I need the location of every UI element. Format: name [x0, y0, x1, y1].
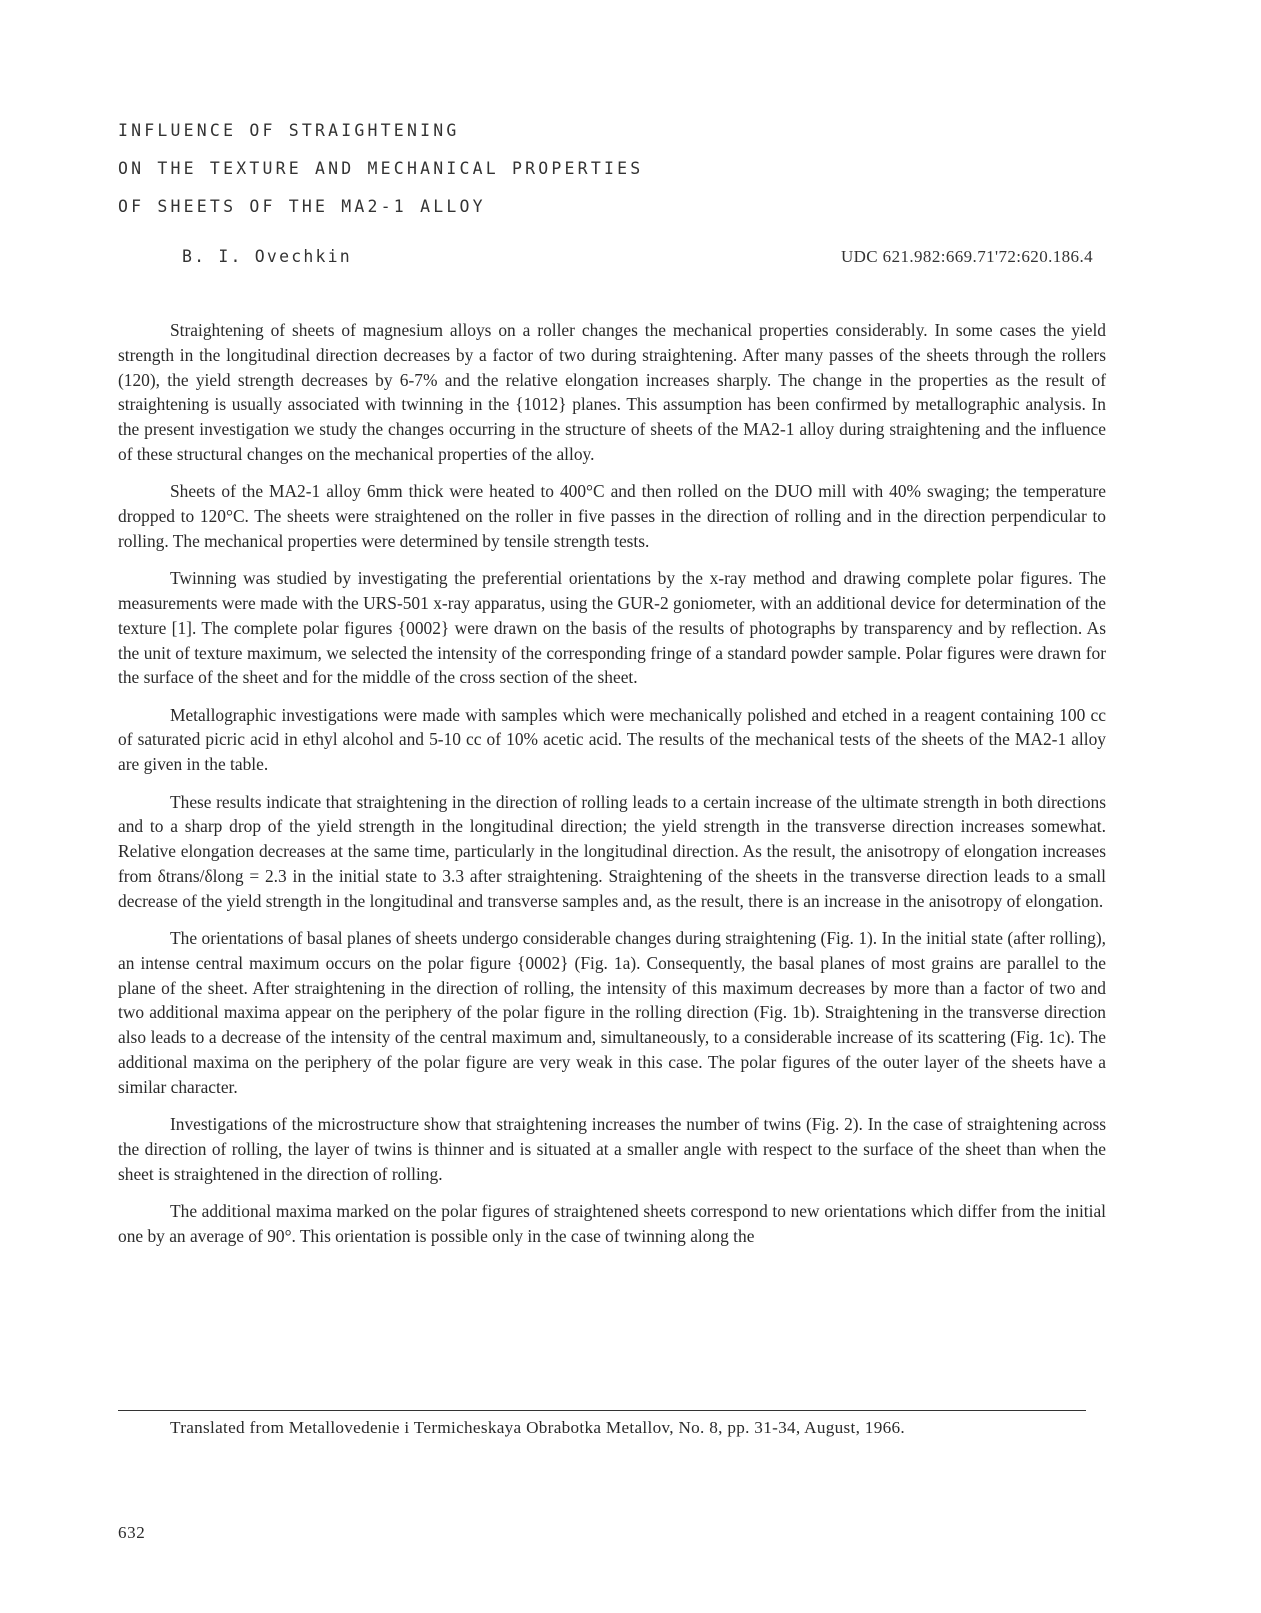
paragraph-3: Twinning was studied by investigating the preferential orientations by the x-ray method and drawing complete polar figures. The measurements were made with the URS-501 x-ray apparatus, using the GUR-2 goniometer, with an additional device for determination of the texture [1]. The complete polar figures {0002} were drawn on the basis of the results of photographs by transparency and by reflection. As the unit of texture maximum, we selected the intensity of the corresponding fringe of a standard powder sample. Polar figures were drawn for the surface of the sheet and for the middle of the cross section of the sheet. — [118, 568, 1106, 688]
translation-footnote: Translated from Metallovedenie i Termicheskaya Obrabotka Metallov, No. 8, pp. 31-34, August, 1966. — [170, 1418, 905, 1437]
paragraph-8: The additional maxima marked on the polar figures of straightened sheets correspond to new orientations which differ from the initial one by an average of 90°. This orientation is possible only in the case of twinning along the — [118, 1201, 1106, 1246]
article-body — [118, 318, 1106, 1261]
paragraph-2: Sheets of the MA2-1 alloy 6mm thick were heated to 400°C and then rolled on the DUO mill with 40% swaging; the temperature dropped to 120°C. The sheets were straightened on the roller in five passes in the direction of rolling and in the direction perpendicular to rolling. The mechanical properties were determined by tensile strength tests. — [118, 481, 1106, 551]
paragraph-6: The orientations of basal planes of sheets undergo considerable changes during straightening (Fig. 1). In the initial state (after rolling), an intense central maximum occurs on the polar figure {0002} (Fig. 1a). Consequently, the basal planes of most grains are parallel to the plane of the sheet. After straightening in the direction of rolling, the intensity of this maximum decreases by more than a factor of two and two additional maxima appear on the periphery of the polar figure in the rolling direction (Fig. 1b). Straightening in the transverse direction also leads to a decrease of the intensity of the central maximum and, simultaneously, to a considerable increase of its scattering (Fig. 1c). The additional maxima on the periphery of the polar figure are very weak in this case. The polar figures of the outer layer of the sheets have a similar character. — [118, 928, 1106, 1097]
paragraph-4: Metallographic investigations were made with samples which were mechanically polished and etched in a reagent containing 100 cc of saturated picric acid in ethyl alcohol and 5-10 cc of 10% acetic acid. The results of the mechanical tests of the sheets of the MA2-1 alloy are given in the table. — [118, 704, 1106, 775]
paragraph-5: These results indicate that straightening in the direction of rolling leads to a certain increase of the ultimate strength in both directions and to a sharp drop of the yield strength in the longitudinal direction; the yield strength in the transverse direction increases somewhat. Relative elongation decreases at the same time, particularly in the longitudinal direction. As the result, the anisotropy of elongation increases from δtrans/δlong = 2.3 in the initial state to 3.3 after straightening. Straightening of the sheets in the transverse direction leads to a small decrease of the yield strength in the longitudinal and transverse samples and, as the result, there is an increase in the anisotropy of elongation. — [118, 791, 1106, 911]
paragraph-7: Investigations of the microstructure show that straightening increases the number of twins (Fig. 2). In the case of straightening across the direction of rolling, the layer of twins is thinner and is situated at a smaller angle with respect to the surface of the sheet than when the sheet is straightened in the direction of rolling. — [118, 1114, 1106, 1184]
udc-code: UDC 621.982:669.71'72:620.186.4 — [840, 247, 1093, 266]
author-name: B. I. Ovechkin — [182, 247, 352, 266]
title-line-3: OF SHEETS OF THE MA2-1 ALLOY — [118, 197, 486, 216]
paper-title — [118, 118, 643, 232]
paragraph-1: Straightening of sheets of magnesium alloys on a roller changes the mechanical properties considerably. In some cases the yield strength in the longitudinal direction decreases by a factor of two during straightening. After many passes of the sheets through the rollers (120), the yield strength decreases by 6-7% and the relative elongation increases sharply. The change in the properties as the result of straightening is usually associated with twinning in the {1012} planes. This assumption has been confirmed by metallographic analysis. In the present investigation we study the changes occurring in the structure of sheets of the MA2-1 alloy during straightening and the influence of these structural changes on the mechanical properties of the alloy. — [118, 320, 1106, 464]
page-number: 632 — [118, 1523, 146, 1542]
footnote-divider — [118, 1410, 1086, 1411]
title-line-1: INFLUENCE OF STRAIGHTENING — [118, 121, 460, 140]
title-line-2: ON THE TEXTURE AND MECHANICAL PROPERTIES — [118, 159, 644, 178]
